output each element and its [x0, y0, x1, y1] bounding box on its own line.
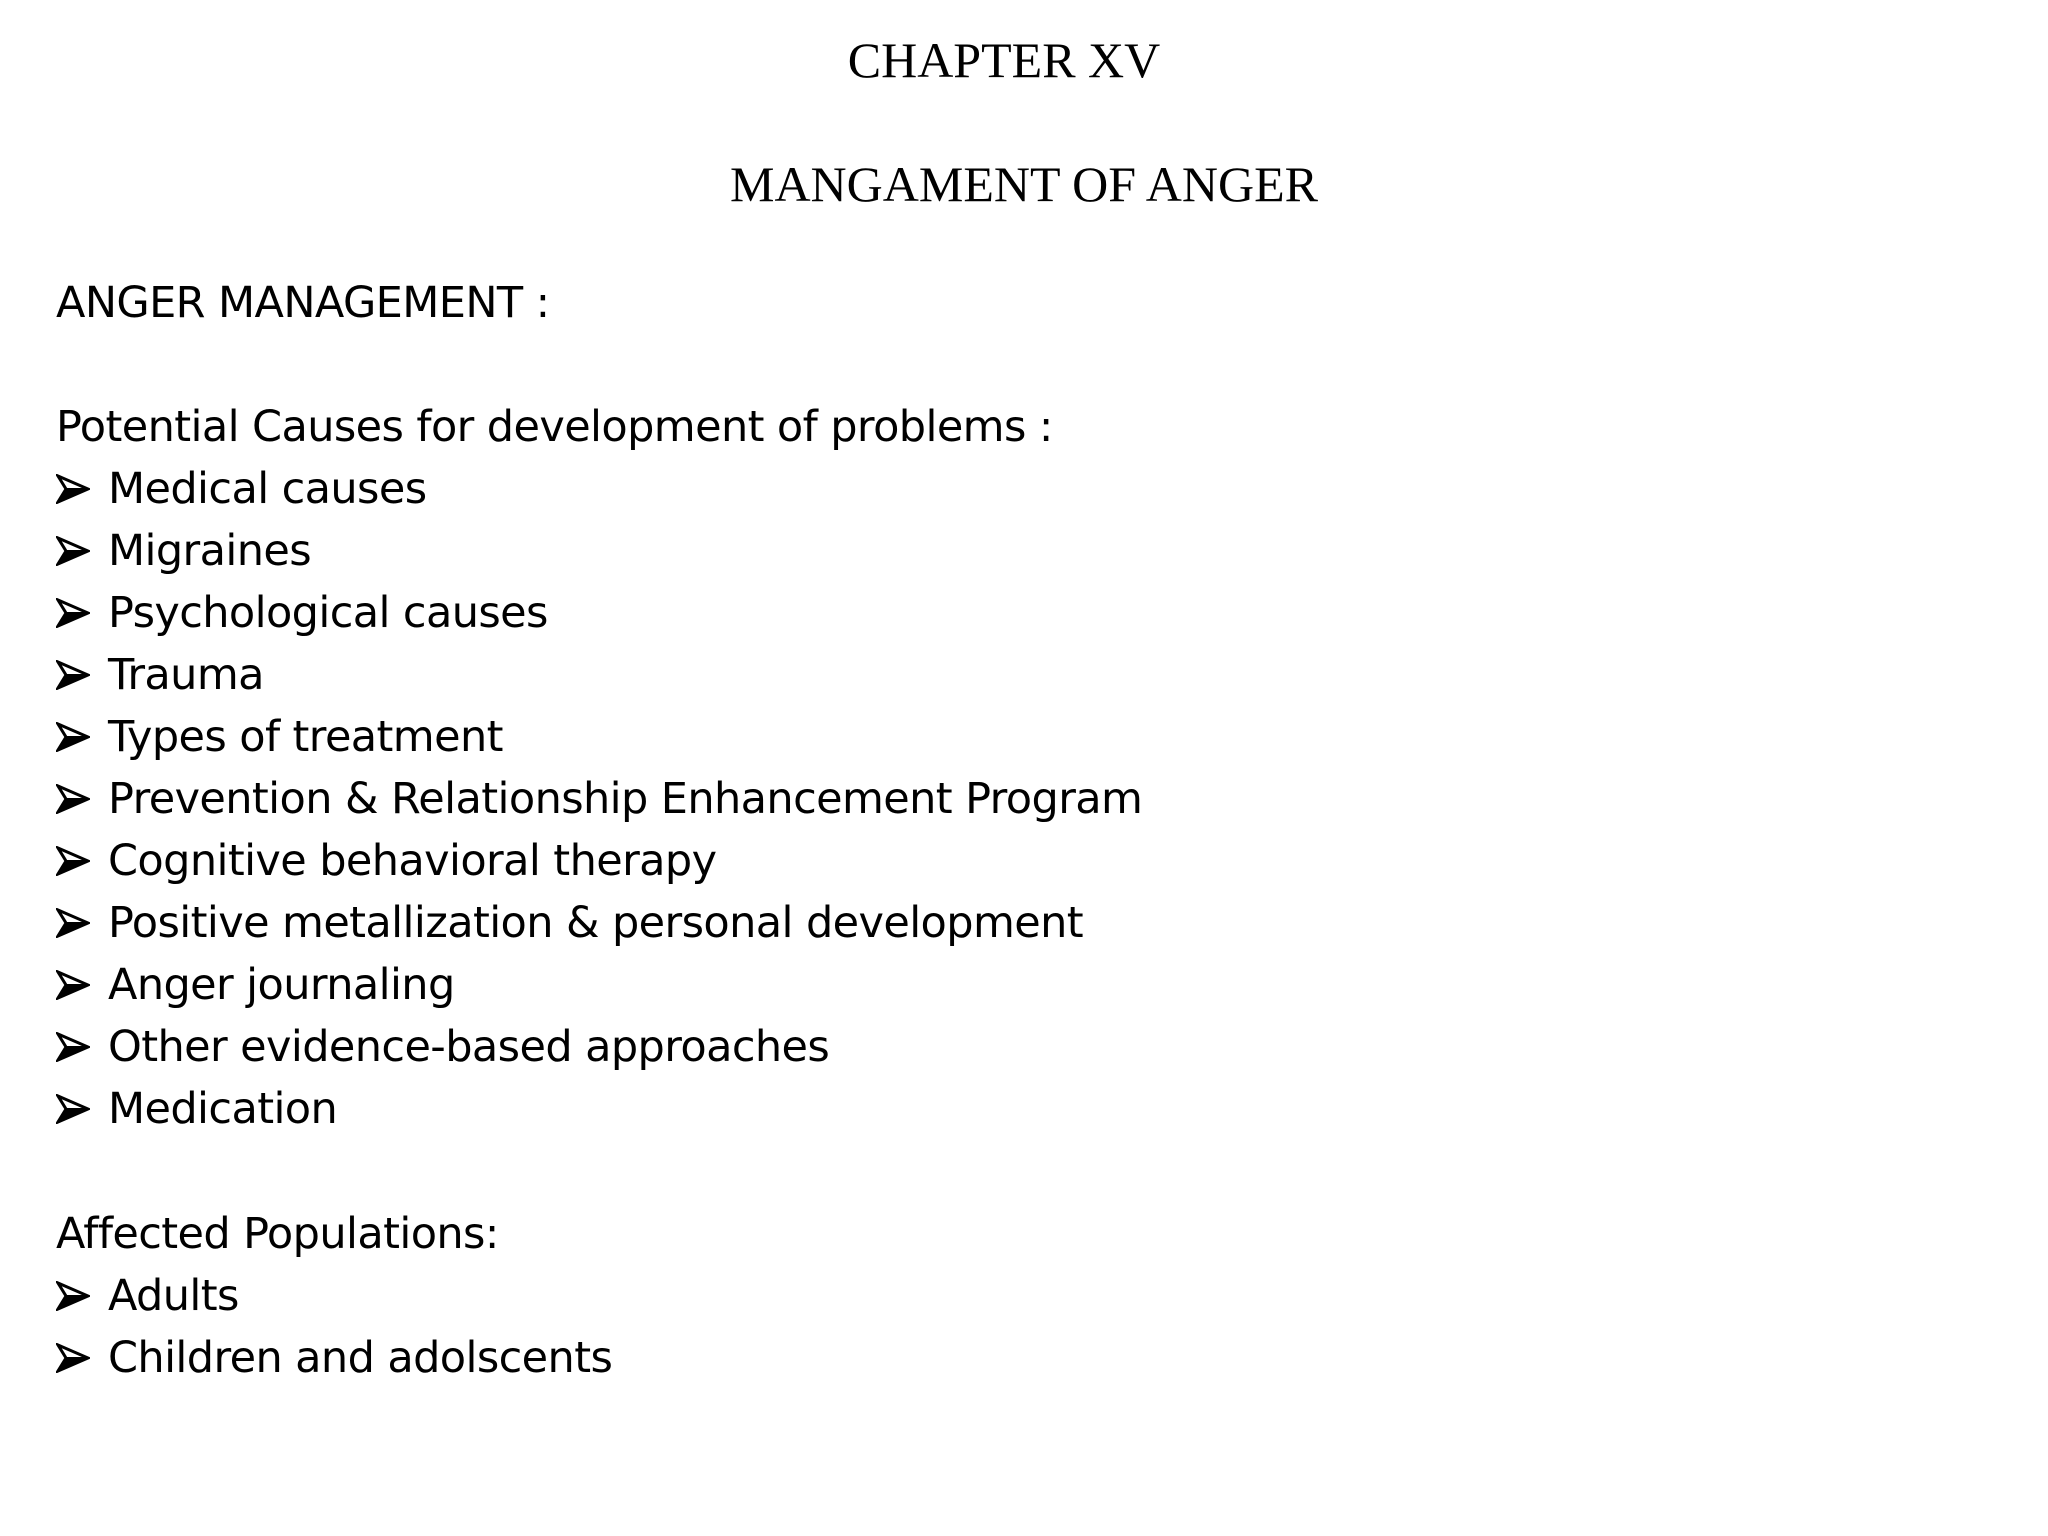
arrowhead-bullet-icon: [56, 1094, 90, 1124]
arrowhead-bullet-icon: [56, 660, 90, 690]
list-item-text: Migraines: [108, 526, 312, 576]
arrowhead-bullet-icon: [56, 722, 90, 752]
list-item-text: Medical causes: [108, 464, 427, 514]
list-item-text: Children and adolscents: [108, 1333, 613, 1383]
list-item-text: Prevention & Relationship Enhancement Program: [108, 774, 1143, 824]
populations-heading: Affected Populations:: [56, 1209, 499, 1259]
list-item: [56, 1078, 1142, 1140]
causes-list: [56, 458, 1142, 1140]
arrowhead-bullet-icon: [56, 784, 90, 814]
arrowhead-bullet-icon: [56, 908, 90, 938]
arrowhead-bullet-icon: [56, 970, 90, 1000]
chapter-title: MANGAMENT OF ANGER: [729, 156, 1318, 212]
section-label: ANGER MANAGEMENT :: [56, 278, 550, 328]
arrowhead-bullet-icon: [56, 846, 90, 876]
arrowhead-bullet-icon: [56, 536, 90, 566]
list-item-text: Cognitive behavioral therapy: [108, 836, 717, 886]
list-item: [56, 520, 1142, 582]
populations-list: [56, 1265, 612, 1389]
list-item-text: Medication: [108, 1084, 338, 1134]
causes-heading: Potential Causes for development of problems :: [56, 402, 1053, 452]
arrowhead-bullet-icon: [56, 1343, 90, 1373]
list-item: [56, 892, 1142, 954]
list-item-text: Trauma: [108, 650, 264, 700]
list-item-text: Adults: [108, 1271, 239, 1321]
arrowhead-bullet-icon: [56, 1032, 90, 1062]
list-item-text: Other evidence-based approaches: [108, 1022, 830, 1072]
list-item-text: Psychological causes: [108, 588, 548, 638]
list-item: [56, 1016, 1142, 1078]
chapter-heading-text: CHAPTER XV: [847, 32, 1161, 88]
list-item: [56, 830, 1142, 892]
list-item-text: Anger journaling: [108, 960, 455, 1010]
chapter-heading: [0, 30, 2048, 90]
arrowhead-bullet-icon: [56, 1281, 90, 1311]
list-item: [56, 458, 1142, 520]
list-item: [56, 954, 1142, 1016]
arrowhead-bullet-icon: [56, 598, 90, 628]
list-item: [56, 644, 1142, 706]
list-item-text: Types of treatment: [108, 712, 503, 762]
list-item-text: Positive metallization & personal development: [108, 898, 1083, 948]
list-item: [56, 768, 1142, 830]
list-item: [56, 1327, 612, 1389]
list-item: [56, 582, 1142, 644]
list-item: [56, 1265, 612, 1327]
arrowhead-bullet-icon: [56, 474, 90, 504]
list-item: [56, 706, 1142, 768]
